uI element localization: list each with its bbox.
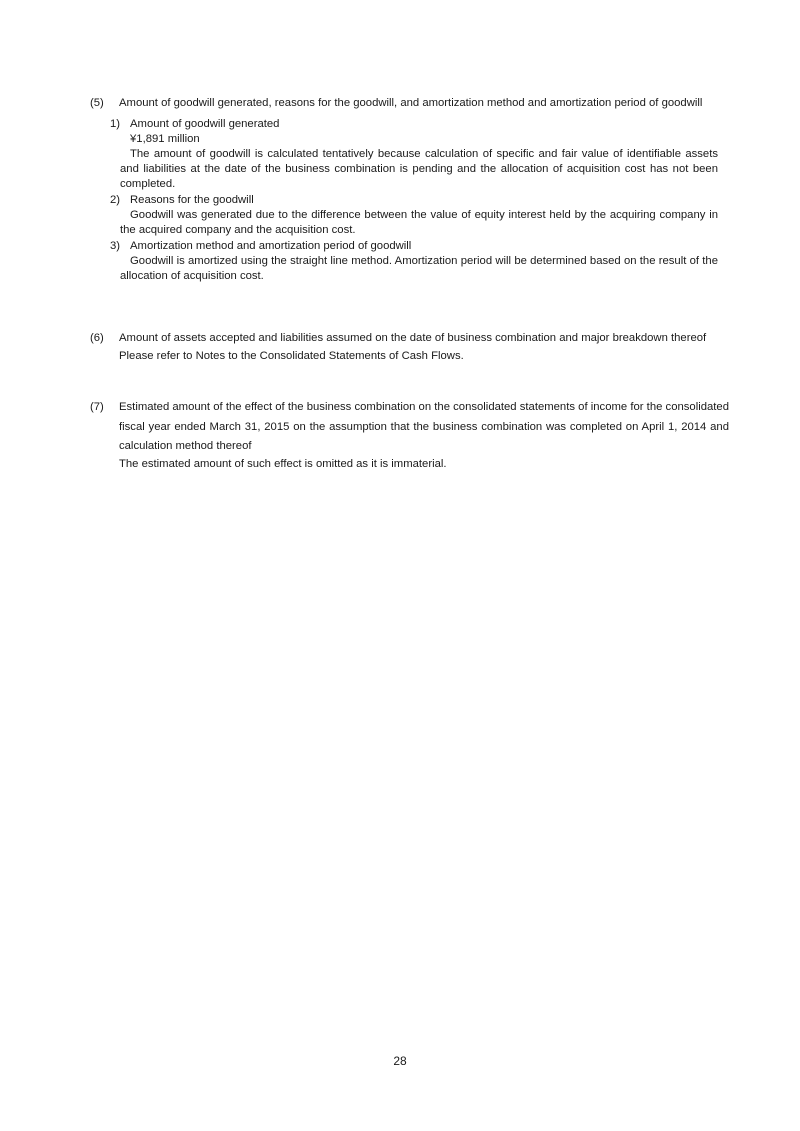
subsection-text: The amount of goodwill is calculated tentatively because calculation of specific and fair value of identifiable assets and liabilities at the date of the business combination is pending and the allocation of acquisition cost has not been completed. <box>120 147 718 190</box>
subsection-text: Goodwill is amortized using the straight line method. Amortization period will be determined based on the result of the allocation of acquisition cost. <box>120 254 718 282</box>
subsection-text: Goodwill was generated due to the difference between the value of equity interest held by the acquiring company in the acquired company and the acquisition cost. <box>120 208 718 236</box>
section-number: (7) <box>90 401 104 413</box>
section-text: The estimated amount of such effect is omitted as it is immaterial. <box>119 457 447 470</box>
section-5 <box>90 94 729 284</box>
section-6 <box>90 329 729 364</box>
subsection-heading: Amount of goodwill generated <box>130 117 280 130</box>
subsection-2 <box>110 193 718 238</box>
goodwill-amount: ¥1,891 million <box>130 132 200 145</box>
subsection-heading: Reasons for the goodwill <box>130 193 254 206</box>
subsection-1 <box>110 117 718 192</box>
section-7 <box>90 398 729 472</box>
subsection-number: 3) <box>110 239 121 252</box>
section-heading: Amount of assets accepted and liabilities assumed on the date of business combination and major breakdown thereof <box>119 332 707 344</box>
section-number: (5) <box>90 97 104 109</box>
section-heading: Estimated amount of the effect of the business combination on the consolidated statements of income for the consolidated fiscal year ended March 31, 2015 on the assumption that the business combination was completed on April 1, 2014 and calculation method thereof <box>119 401 729 452</box>
subsection-number: 2) <box>110 193 121 206</box>
page-number: 28 <box>393 1054 407 1068</box>
section-heading: Amount of goodwill generated, reasons for the goodwill, and amortization method and amortization period of goodwill <box>119 97 703 109</box>
subsection-3 <box>110 239 718 284</box>
section-number: (6) <box>90 332 104 344</box>
section-text: Please refer to Notes to the Consolidated Statements of Cash Flows. <box>119 349 464 362</box>
subsection-heading: Amortization method and amortization period of goodwill <box>130 239 412 252</box>
subsection-number: 1) <box>110 117 121 130</box>
